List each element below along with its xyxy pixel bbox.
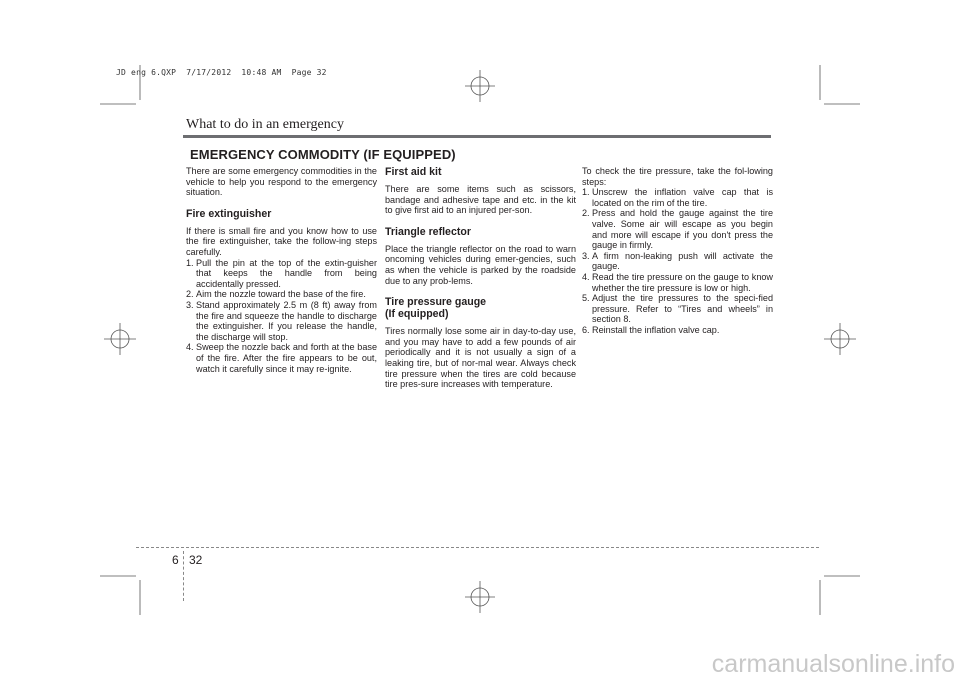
first-aid-kit-heading: First aid kit (385, 166, 442, 178)
watermark: carmanualsonline.info (711, 650, 955, 678)
fire-extinguisher-steps (186, 258, 377, 375)
column-1 (186, 166, 377, 374)
tire-pressure-gauge-heading: Tire pressure gauge (If equipped) (385, 296, 487, 321)
column-3 (582, 166, 773, 336)
list-item: 5. Adjust the tire pressures to the speci-fied pressure. Refer to “Tires and wheels” in section 8. (582, 293, 773, 325)
running-header: What to do in an emergency (186, 117, 344, 132)
first-aid-kit-text: There are some items such as scissors, bandage and adhesive tape and etc. in the kit to give first aid to an injured per-son. (385, 184, 576, 216)
section-title: EMERGENCY COMMODITY (IF EQUIPPED) (190, 147, 456, 162)
print-slug: JD eng 6.QXP 7/17/2012 10:48 AM Page 32 (116, 68, 327, 77)
list-item: 2. Aim the nozzle toward the base of the fire. (186, 289, 366, 300)
list-item: 1. Unscrew the inflation valve cap that is located on the rim of the tire. (582, 187, 773, 208)
column-2 (385, 166, 576, 390)
triangle-reflector-text: Place the triangle reflector on the road to warn oncoming vehicles during emer-gencies, such as when the vehicle is parked by the roadside due to any prob-lems. (385, 243, 576, 286)
list-item: 6. Reinstall the inflation valve cap. (582, 324, 720, 335)
chapter-number: 6 (172, 553, 179, 567)
registration-mark-left (104, 323, 136, 355)
header-rule (183, 135, 771, 138)
page-number: 32 (189, 553, 203, 567)
tire-pressure-gauge-text: Tires normally lose some air in day-to-day use, and you may have to add a few pounds of air periodically and it is not usually a sign of a leaking tire, but of nor-mal wear. Always check tire pressure when the tires are cold because tire pres-sure increases with temperature. (385, 326, 576, 390)
list-item: 3. Stand approximately 2.5 m (8 ft) away from the fire and squeeze the handle to discharge the extinguisher. If you release the handle, the discharge will stop. (186, 299, 377, 342)
intro-paragraph: There are some emergency commodities in the vehicle to help you respond to the emergency situation. (186, 166, 377, 198)
tire-pressure-intro: To check the tire pressure, take the fol-lowing steps: (582, 166, 773, 187)
folio-divider (183, 551, 184, 601)
list-item: 1. Pull the pin at the top of the extin-guisher that keeps the handle from being accidentally pressed. (186, 257, 377, 289)
footer-rule (136, 547, 819, 548)
list-item: 4. Read the tire pressure on the gauge to know whether the tire pressure is low or high. (582, 271, 773, 293)
tire-pressure-steps (582, 187, 773, 335)
fire-extinguisher-intro: If there is small fire and you know how to use the fire extinguisher, take the follow-ing steps carefully. (186, 225, 377, 257)
registration-mark-bottom (465, 581, 495, 613)
registration-mark-top (465, 70, 495, 102)
fire-extinguisher-heading: Fire extinguisher (186, 207, 272, 220)
list-item: 2. Press and hold the gauge against the tire valve. Some air will escape as you begin and more will escape if you don't press the gauge in firmly. (582, 208, 773, 251)
registration-mark-right (824, 323, 856, 355)
triangle-reflector-heading: Triangle reflector (385, 225, 471, 238)
list-item: 4. Sweep the nozzle back and forth at the base of the fire. After the fire appears to be out, watch it carefully since it may re-ignite. (186, 342, 377, 374)
list-item: 3. A firm non-leaking push will activate the gauge. (582, 250, 773, 272)
